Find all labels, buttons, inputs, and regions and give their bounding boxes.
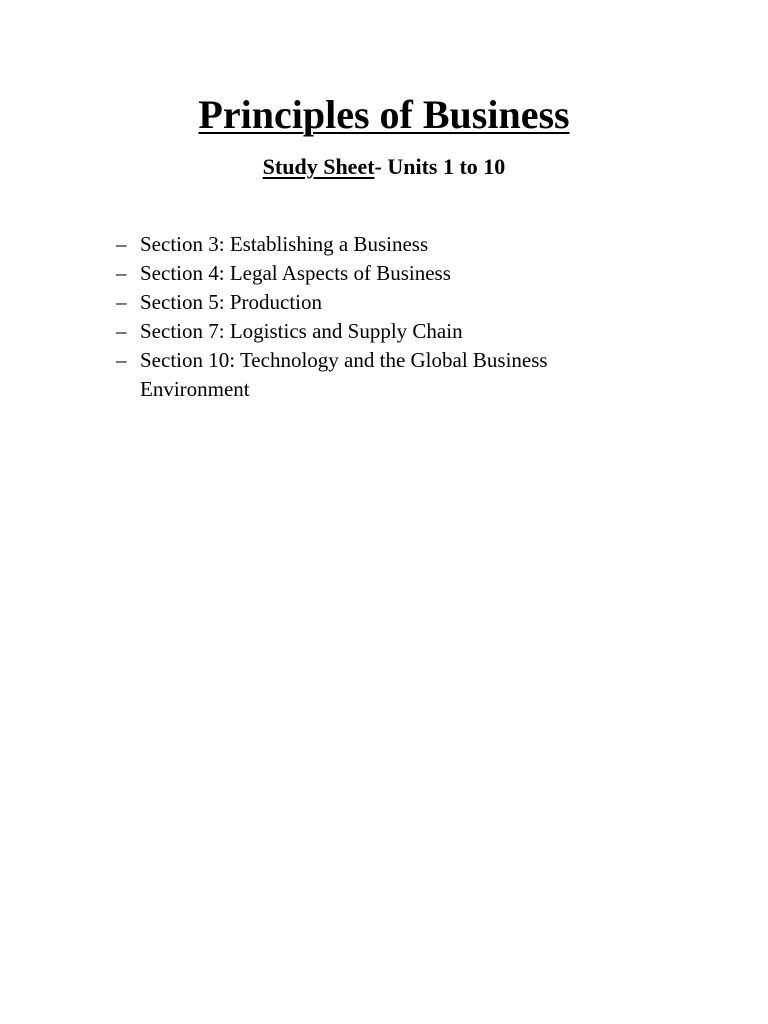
section-item-text: Section 3: Establishing a Business [140,232,429,256]
document-title-text: Principles of Business [198,92,570,137]
section-list-item [116,346,636,404]
bullet-dash: – [116,232,127,256]
section-item-text: Section 7: Logistics and Supply Chain [140,319,463,343]
subtitle-study-sheet: Study Sheet [262,154,375,179]
section-list-item [116,288,636,317]
document-subtitle [0,152,768,182]
document-title [0,86,768,144]
subtitle-units: - Units 1 to 10 [374,154,506,179]
bullet-dash: – [116,261,127,285]
bullet-dash: – [116,319,127,343]
bullet-dash: – [116,290,127,314]
section-list [116,230,636,404]
section-list-item [116,317,636,346]
section-list-item [116,230,636,259]
section-item-text: Section 4: Legal Aspects of Business [140,261,451,285]
section-list-item [116,259,636,288]
bullet-dash: – [116,348,127,372]
section-item-text: Section 5: Production [140,290,322,314]
section-item-text: Section 10: Technology and the Global Business Environment [140,348,548,401]
